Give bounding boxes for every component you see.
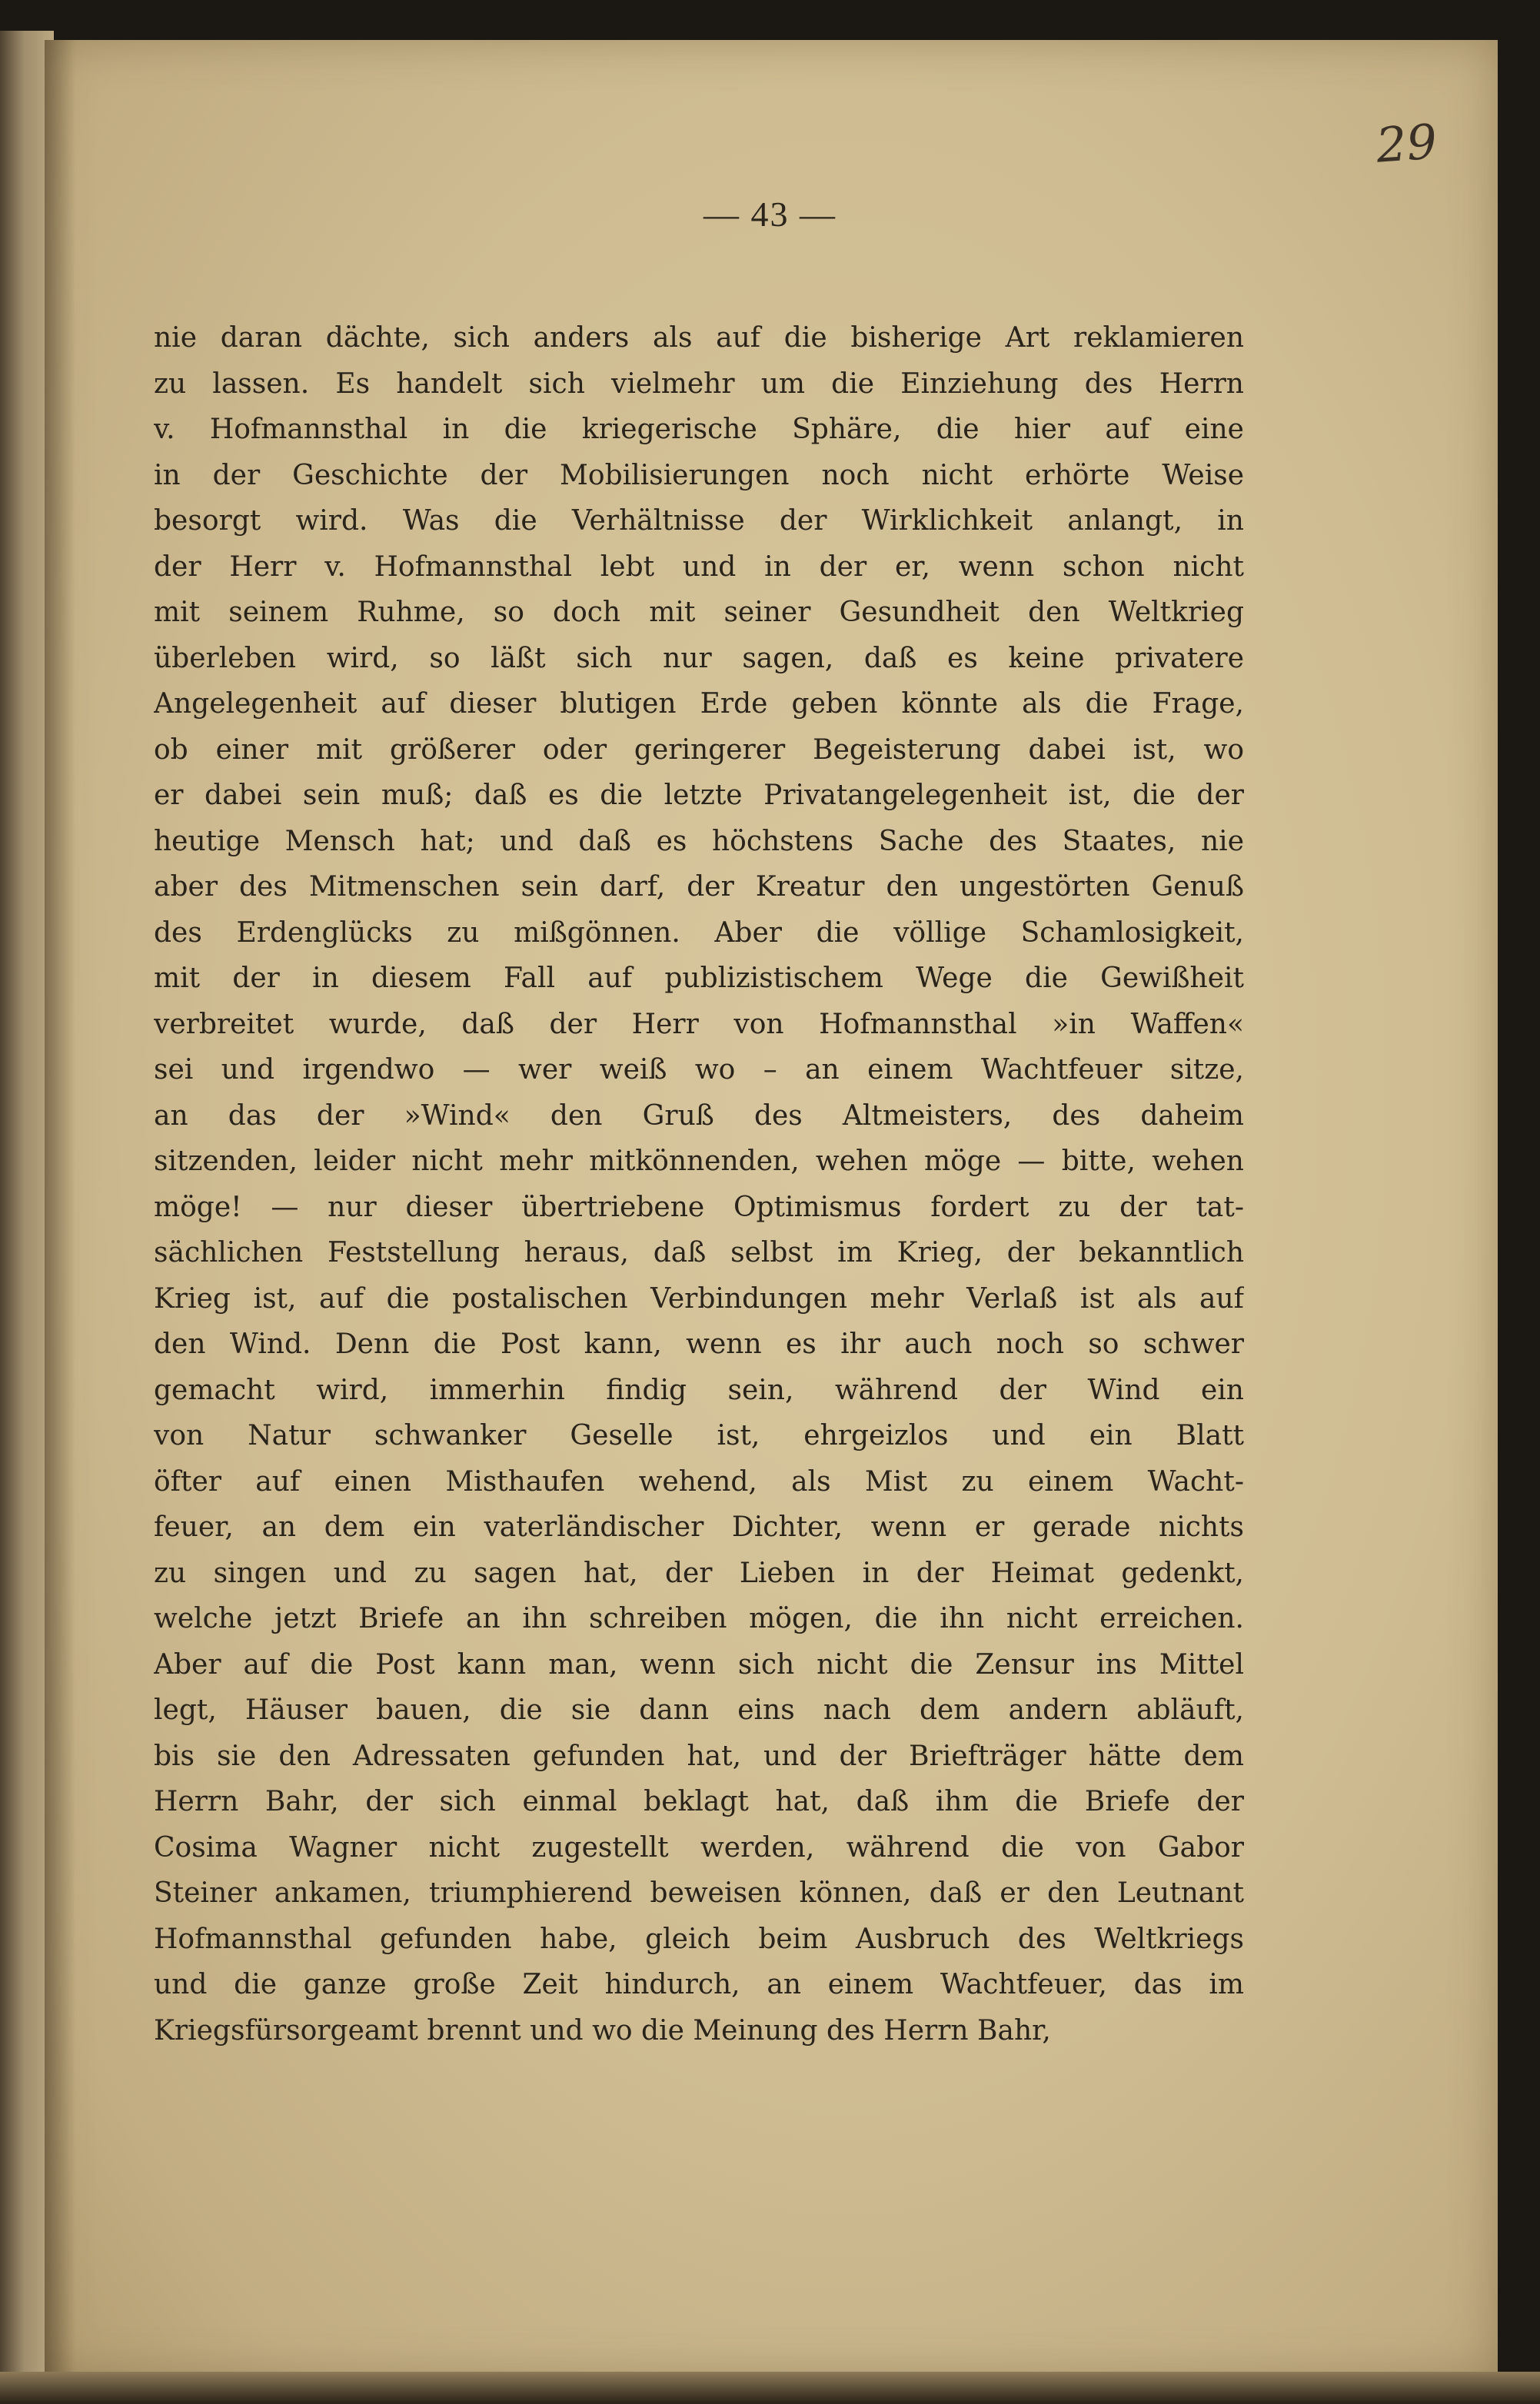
text-line: Cosima Wagner nicht zugestellt werden, während die von Gabor [154, 1831, 1244, 1864]
text-line: an das der »Wind« den Gruß des Altmeisters, des daheim [154, 1099, 1244, 1132]
page-bottom-edge [0, 2372, 1540, 2404]
text-line: in der Geschichte der Mobilisierungen noch nicht erhörte Weise [154, 459, 1244, 491]
text-line: Steiner ankamen, triumphierend beweisen können, daß er den Leutnant [154, 1877, 1244, 1909]
text-line: der Herr v. Hofmannsthal lebt und in der er, wenn schon nicht [154, 550, 1244, 583]
text-line: bis sie den Adressaten gefunden hat, und der Briefträger hätte dem [154, 1740, 1244, 1772]
text-line: des Erdenglücks zu mißgönnen. Aber die völlige Schamlosigkeit, [154, 916, 1244, 949]
text-line: sächlichen Feststellung heraus, daß selbst im Krieg, der bekanntlich [154, 1237, 1244, 1269]
text-line: verbreitet wurde, daß der Herr von Hofmannsthal »in Waffen« [154, 1008, 1244, 1040]
text-line: Herrn Bahr, der sich einmal beklagt hat, daß ihm die Briefe der [154, 1786, 1244, 1817]
handwritten-folio-number: 29 [1374, 113, 1439, 174]
text-line: aber des Mitmenschen sein darf, der Kreatur den ungestörten Genuß [154, 871, 1244, 903]
text-line: Aber auf die Post kann man, wenn sich nicht die Zensur ins Mittel [154, 1648, 1244, 1681]
text-line: möge! — nur dieser übertriebene Optimismus fordert zu der tat- [154, 1191, 1244, 1223]
text-line: legt, Häuser bauen, die sie dann eins nach dem andern abläuft, [154, 1694, 1244, 1726]
text-line: zu singen und zu sagen hat, der Lieben in der Heimat gedenkt, [154, 1557, 1244, 1589]
text-line: Kriegsfürsorgeamt brennt und wo die Meinung des Herrn Bahr, [154, 2014, 1051, 2047]
gutter-shadow [45, 40, 75, 2377]
text-line: den Wind. Denn die Post kann, wenn es ihr auch noch so schwer [154, 1328, 1244, 1360]
text-line: überleben wird, so läßt sich nur sagen, daß es keine privatere [154, 642, 1244, 674]
text-line: von Natur schwanker Geselle ist, ehrgeizlos und ein Blatt [154, 1420, 1244, 1451]
body-text [154, 315, 1244, 2053]
text-line: welche jetzt Briefe an ihn schreiben mögen, die ihn nicht erreichen. [154, 1603, 1244, 1634]
text-line: nie daran dächte, sich anders als auf die bisherige Art reklamieren [154, 322, 1244, 354]
text-line: feuer, an dem ein vaterländischer Dichter, wenn er gerade nichts [154, 1511, 1244, 1543]
text-line: er dabei sein muß; daß es die letzte Privatangelegenheit ist, die der [154, 780, 1244, 811]
text-line: gemacht wird, immerhin findig sein, während der Wind ein [154, 1374, 1244, 1406]
text-line: sei und irgendwo — wer weiß wo – an einem Wachtfeuer sitze, [154, 1054, 1244, 1086]
text-line: ob einer mit größerer oder geringerer Begeisterung dabei ist, wo [154, 733, 1244, 766]
text-line: heutige Mensch hat; und daß es höchstens Sache des Staates, nie [154, 825, 1244, 857]
text-line: v. Hofmannsthal in die kriegerische Sphäre, die hier auf eine [154, 414, 1244, 445]
text-line: Hofmannsthal gefunden habe, gleich beim Ausbruch des Weltkriegs [154, 1923, 1244, 1955]
text-line: zu lassen. Es handelt sich vielmehr um die Einziehung des Herrn [154, 367, 1244, 400]
text-line: öfter auf einen Misthaufen wehend, als Mist zu einem Wacht- [154, 1465, 1244, 1498]
text-line: mit seinem Ruhme, so doch mit seiner Gesundheit den Weltkrieg [154, 597, 1244, 628]
text-line: Angelegenheit auf dieser blutigen Erde geben könnte als die Frage, [154, 688, 1244, 720]
text-line: mit der in diesem Fall auf publizistischem Wege die Gewißheit [154, 963, 1244, 994]
text-line: sitzenden, leider nicht mehr mitkönnenden, wehen möge — bitte, wehen [154, 1145, 1244, 1177]
text-line: Krieg ist, auf die postalischen Verbindungen mehr Verlaß ist als auf [154, 1282, 1244, 1315]
page-number: — 43 — [703, 195, 837, 234]
text-line: und die ganze große Zeit hindurch, an einem Wachtfeuer, das im [154, 1969, 1244, 2000]
text-line: besorgt wird. Was die Verhältnisse der Wirklichkeit anlangt, in [154, 505, 1244, 537]
